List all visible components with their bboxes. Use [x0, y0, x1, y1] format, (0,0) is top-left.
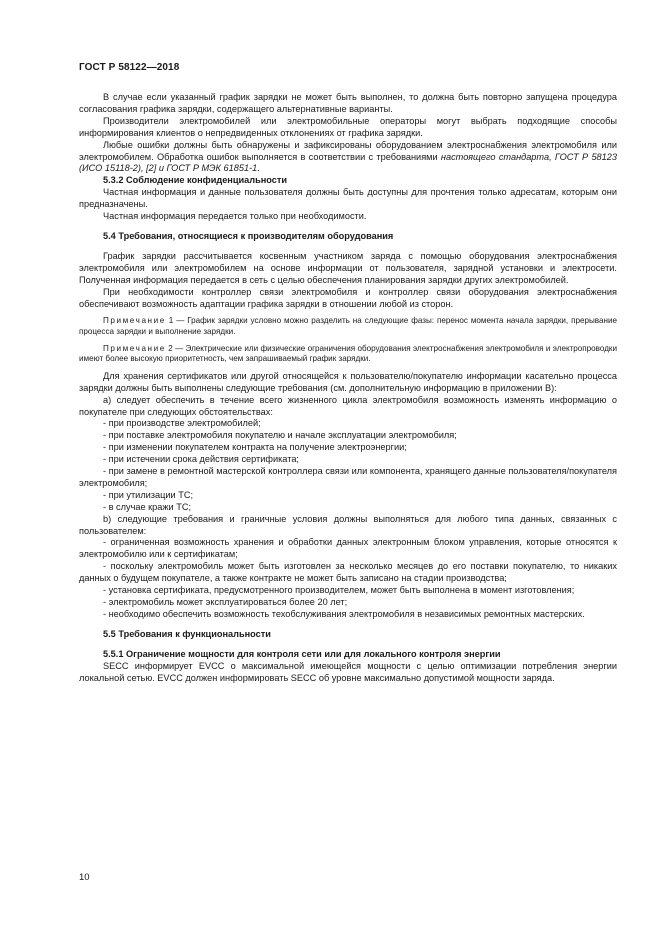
note-text: 1 — График зарядки условно можно разделить на следующие фазы: перенос момента начала зарядки, прерывание процесса зарядки и выполнение зарядки.	[79, 316, 617, 336]
note-2	[79, 344, 617, 365]
reference-text: настоящего стандарта, ГОСТ Р 58123 (ИСО 15118-2), [2] и ГОСТ Р МЭК 61851-1	[79, 151, 617, 174]
heading-5-5-1: 5.5.1 Ограничение мощности для контроля сети или для локального контроля энергии	[103, 648, 501, 659]
note-text: 2 — Электрические или физические ограничения оборудования электроснабжения электромобиля и электропроводки имеют более высокую приоритетность, чем запрашиваемый график зарядки.	[79, 343, 617, 364]
heading-5-5: 5.5 Требования к функциональности	[103, 628, 271, 639]
heading-5-3-2: 5.3.2 Соблюдение конфиденциальности	[103, 175, 288, 186]
paragraph: Для хранения сертификатов или другой относящейся к пользователю/покупателю информации касательно процесса зарядки должны быть выполнены следующие требования (см. дополнительную информацию в приложении В):	[79, 370, 617, 393]
note-label: Примечание	[103, 343, 166, 353]
page-number: 10	[79, 872, 90, 883]
paragraph: Производители электромобилей или электромобильные операторы могут выбрать подходящие способы информирования клиентов о непредвиденных отклонениях от графика зарядки.	[79, 115, 617, 138]
paragraph: Частная информация передается только при необходимости.	[103, 211, 367, 222]
list-item-a: а) следует обеспечить в течение всего жизненного цикла электромобиля возможность изменять информацию о покупателе при следующих обстоятельствах:	[79, 394, 617, 417]
list-item: - при изменении покупателем контракта на получение электроэнергии;	[103, 442, 407, 453]
list-item: - электромобиль может эксплуатироваться более 20 лет;	[103, 597, 348, 607]
paragraph: В случае если указанный график зарядки не может быть выполнен, то должна быть повторно запущена процедура согласования графика зарядки, содержащего альтернативные варианты.	[79, 92, 617, 114]
list-item: - при производстве электромобилей;	[103, 418, 261, 429]
paragraph: При необходимости контроллер связи электромобиля и контроллер связи оборудования электроснабжения обеспечивают возможность адаптации графика зарядки в отношении любой из сторон.	[79, 286, 617, 309]
paragraph: Частная информация и данные пользователя должны быть доступны для прочтения только адресатам, которым они предназначены.	[79, 187, 617, 210]
list-item-b: b) следующие требования и граничные условия должны выполняться для любого типа данных, связанных с пользователем:	[79, 513, 617, 536]
paragraph	[79, 140, 617, 176]
paragraph: SECC информирует EVCC о максимальной имеющейся мощности с целью оптимизации потребления энергии локальной сетью. EVCC должен информировать SECC об уровне максимально допустимой мощности заряда.	[79, 660, 617, 683]
list-item: - в случае кражи ТС;	[103, 501, 192, 512]
document-body	[79, 92, 617, 684]
list-item: - при замене в ремонтной мастерской контроллера связи или компонента, хранящего данные пользователя/покупателя электромобиля;	[79, 466, 617, 488]
list-item: - при истечении срока действия сертификата;	[103, 454, 299, 465]
list-item: - поскольку электромобиль может быть изготовлен за несколько месяцев до его поставки покупателю, то никаких данных о будущем покупателе, а также контракте не может быть записано на стадии производства;	[79, 561, 617, 584]
list-item: - при утилизации ТС;	[103, 489, 194, 500]
list-item: - установка сертификата, предусмотренного производителем, может быть выполнена в момент изготовления;	[103, 585, 575, 596]
heading-5-4: 5.4 Требования, относящиеся к производителям оборудования	[103, 230, 394, 241]
paragraph-text: .	[257, 163, 260, 174]
note-label: Примечание	[103, 316, 166, 326]
paragraph: График зарядки рассчитывается косвенным участником заряда с помощью оборудования электроснабжения электромобиля или электромобилем на основе информации от пользователя, зарядной установки и электросети. Полученная информация передается в сеть с целью обеспечения планирования зарядки других электромобилей.	[79, 250, 617, 285]
list-item: - ограниченная возможность хранения и обработки данных электронным блоком управления, которые относятся к электромобилю или к сертификатам;	[79, 537, 617, 560]
paragraph-text: Любые ошибки должны быть обнаружены и зафиксированы оборудованием электроснабжения электромобиля или электромобилем. Обработка ошибок выполняется в соответствии с требованиями	[79, 139, 617, 162]
list-item: - необходимо обеспечить возможность техобслуживания электромобиля в независимых ремонтных мастерских.	[103, 608, 585, 619]
list-item: - при поставке электромобиля покупателю и начале эксплуатации электромобиля;	[103, 430, 457, 441]
note-1	[79, 316, 617, 337]
standard-header: ГОСТ Р 58122—2018	[79, 62, 180, 73]
